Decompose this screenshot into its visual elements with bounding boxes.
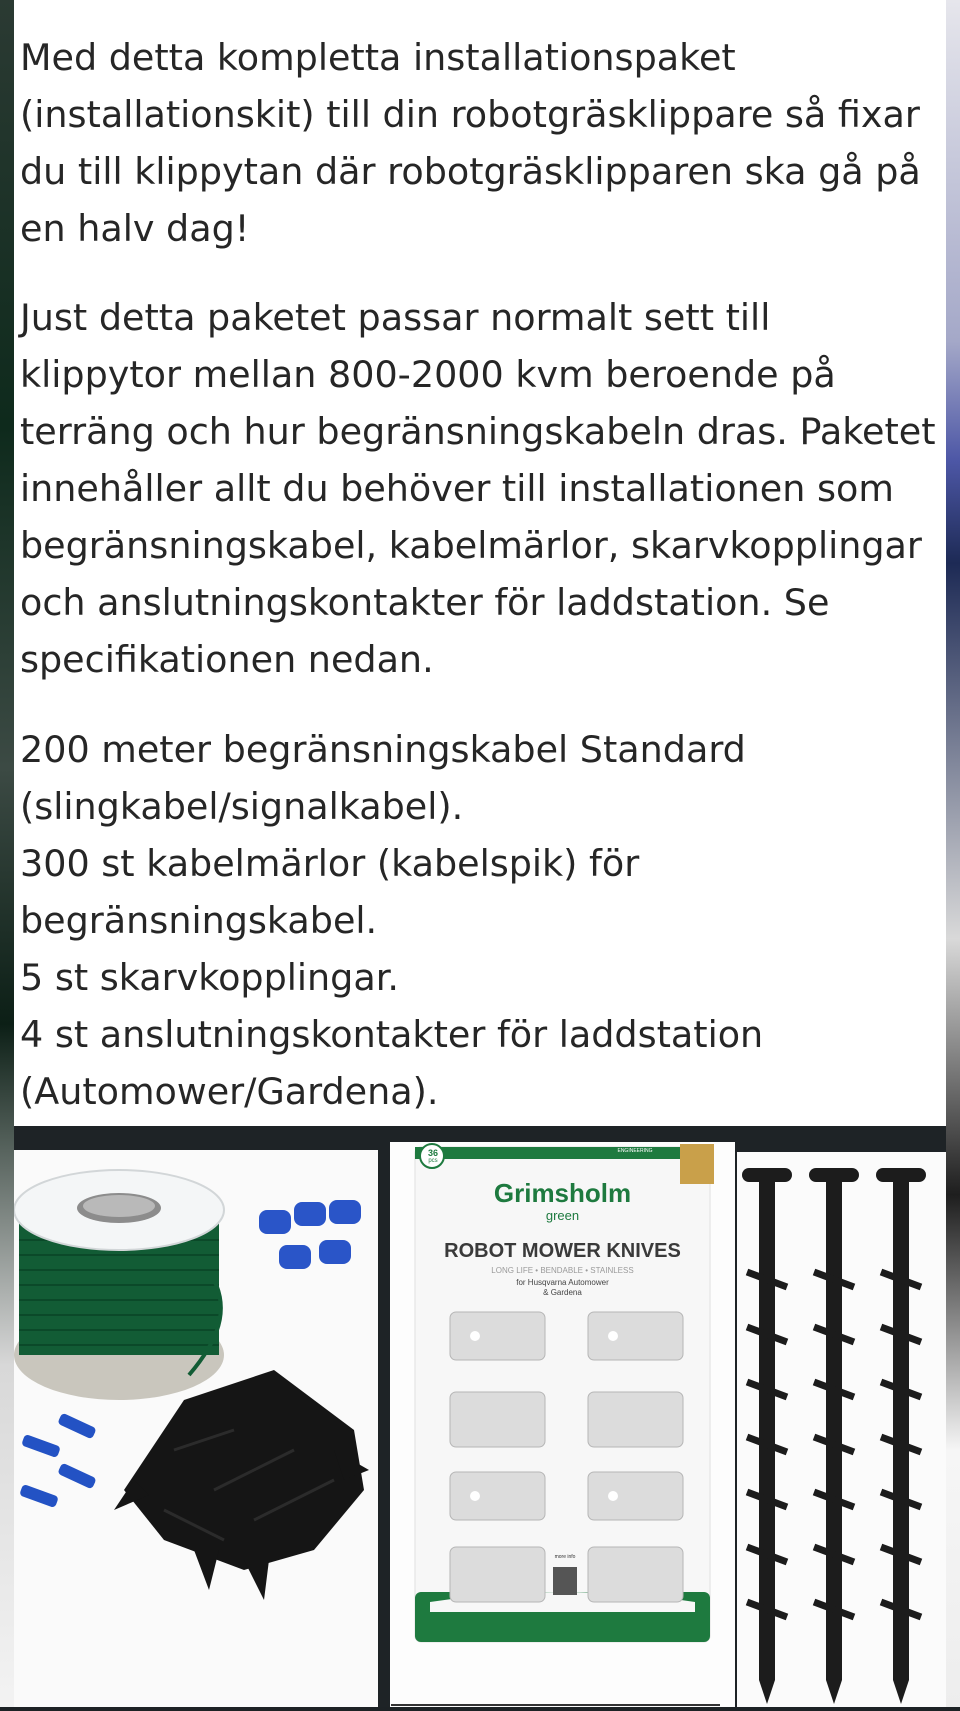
description-panel — [14, 0, 946, 1126]
description-paragraph-2 — [14, 289, 946, 688]
spec-item: 4 st anslutningskontakter för laddstation (Automower/Gardena). — [20, 1013, 764, 1113]
spec-item: 5 st skarvkopplingar. — [20, 956, 399, 999]
knives-package-illustration — [390, 1142, 735, 1707]
paragraph-text: Just detta paketet passar normalt sett till klippytor mellan 800-2000 kvm beroende på terräng och hur begränsningskabeln dras. Paketet innehåller allt du behöver till installationen som begränsningskabel, kabelmärlor, skarvkopplingar och anslutningskontakter för laddstation. Se specifikationen nedan. — [20, 296, 936, 681]
product-photo-strip — [14, 1126, 946, 1707]
brand-sub: green — [545, 1208, 580, 1223]
ground-pegs-photo — [737, 1152, 946, 1707]
package-features: LONG LIFE • BENDABLE • STAINLESS — [491, 1266, 634, 1275]
spec-list — [14, 721, 946, 1120]
package-title: ROBOT MOWER KNIVES — [444, 1240, 681, 1262]
top-tag: ENGINEERING — [617, 1148, 653, 1154]
brand-logo: Grimsholm — [493, 1178, 632, 1208]
description-paragraph-1 — [14, 29, 946, 257]
count-unit: pcs — [428, 1158, 438, 1164]
left-edge-blur — [0, 0, 14, 1707]
ground-pegs-illustration — [737, 1152, 946, 1707]
count-badge: 36 — [427, 1148, 438, 1158]
compat-line-1: for Husqvarna Automower — [516, 1278, 609, 1287]
robot-mower-knives-photo — [390, 1142, 735, 1707]
spec-item: 300 st kabelmärlor (kabelspik) för begränsningskabel. — [20, 842, 640, 942]
right-edge-blur — [946, 0, 960, 1707]
installation-kit-photo — [14, 1150, 378, 1707]
paragraph-text: Med detta kompletta installationspaket (installationskit) till din robotgräsklippare så fixar du till klippytan där robotgräsklipparen ska gå på en halv dag! — [20, 36, 921, 250]
installation-kit-illustration — [14, 1150, 378, 1707]
compat-line-2: & Gardena — [543, 1288, 582, 1297]
spec-item: 200 meter begränsningskabel Standard (slingkabel/signalkabel). — [20, 728, 746, 828]
qr-label: more info — [554, 1554, 576, 1560]
